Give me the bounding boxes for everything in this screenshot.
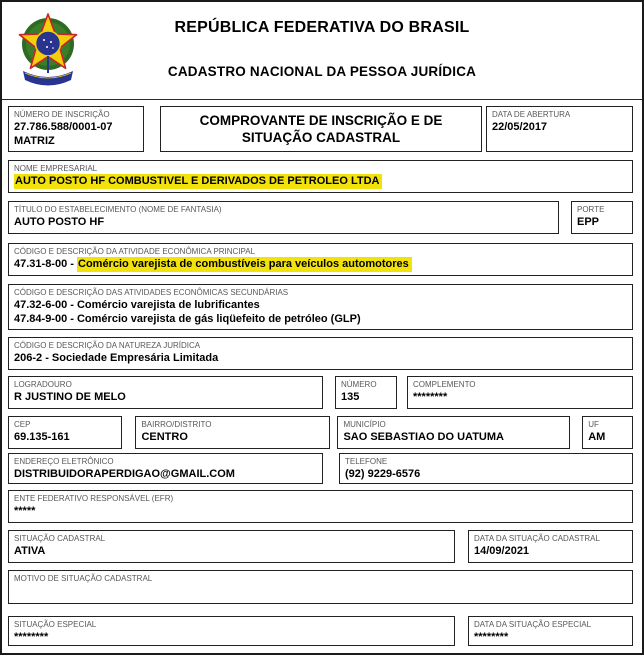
row-atividade-principal [8,243,633,276]
atividade-principal-label: CÓDIGO E DESCRIÇÃO DA ATIVIDADE ECONÔMICA PRINCIPAL [14,247,256,256]
municipio-value: SAO SEBASTIAO DO UATUMA [343,431,504,443]
logradouro-value: R JUSTINO DE MELO [14,391,126,403]
brazil-coat-of-arms-icon [15,11,81,94]
field-data-situacao-especial [468,616,633,646]
natureza-juridica-value: 206-2 - Sociedade Empresária Limitada [14,352,219,364]
endereco-eletronico-value: DISTRIBUIDORAPERDIGAO@GMAIL.COM [14,468,235,480]
row-motivo-situacao [8,570,633,604]
field-atividade-principal [8,243,633,276]
situacao-cadastral-label: SITUAÇÃO CADASTRAL [14,534,106,543]
nome-empresarial-label: NOME EMPRESARIAL [14,164,98,173]
row-cep-municipio [8,416,633,449]
atividade-secundaria-item: 47.84-9-00 - Comércio varejista de gás liqüefeito de petróleo (GLP) [14,313,361,325]
data-situacao-especial-label: DATA DA SITUAÇÃO ESPECIAL [474,620,592,629]
porte-value: EPP [577,216,600,228]
row-inscricao [8,106,633,152]
uf-value: AM [588,431,606,443]
data-situacao-cadastral-value: 14/09/2021 [474,545,530,557]
natureza-juridica-label: CÓDIGO E DESCRIÇÃO DA NATUREZA JURÍDICA [14,341,201,350]
field-situacao-cadastral [8,530,455,563]
document-header [2,2,642,100]
field-atividades-secundarias [8,284,633,330]
field-endereco-eletronico [8,453,323,484]
situacao-especial-value: ******** [14,631,49,643]
atividades-secundarias-label: CÓDIGO E DESCRIÇÃO DAS ATIVIDADES ECONÔMICAS SECUNDÁRIAS [14,288,289,297]
field-telefone [339,453,633,484]
row-endereco [8,376,633,409]
field-natureza-juridica [8,337,633,370]
numero-inscricao-value: 27.786.588/0001-07 [14,121,113,133]
row-situacao-especial [8,616,633,646]
field-bairro [135,416,330,449]
titulo-estabelecimento-label: TÍTULO DO ESTABELECIMENTO (NOME DE FANTASIA) [14,205,222,214]
field-numero [335,376,397,409]
row-efr [8,490,633,523]
uf-label: UF [588,420,599,429]
field-complemento [407,376,633,409]
row-titulo-porte [8,201,633,234]
situacao-especial-label: SITUAÇÃO ESPECIAL [14,620,97,629]
atividade-principal-code: 47.31-8-00 - [14,258,74,270]
row-situacao-cadastral [8,530,633,563]
data-abertura-label: DATA DE ABERTURA [492,110,571,119]
complemento-value: ******** [413,391,448,403]
numero-inscricao-label: NÚMERO DE INSCRIÇÃO [14,110,110,119]
field-efr [8,490,633,523]
data-situacao-cadastral-label: DATA DA SITUAÇÃO CADASTRAL [474,534,600,543]
numero-label: NÚMERO [341,380,377,389]
cep-label: CEP [14,420,31,429]
bairro-label: BAIRRO/DISTRITO [141,420,212,429]
field-municipio [337,416,570,449]
cep-value: 69.135-161 [14,431,70,443]
matriz-indicator: MATRIZ [14,135,55,147]
atividade-principal-description-highlighted: Comércio varejista de combustíveis para veículos automotores [77,257,412,272]
titulo-estabelecimento-value: AUTO POSTO HF [14,216,105,228]
porte-label: PORTE [577,205,605,214]
telefone-value: (92) 9229-6576 [345,468,421,480]
field-nome-empresarial [8,160,633,193]
data-abertura-value: 22/05/2017 [492,121,548,133]
numero-value: 135 [341,391,360,403]
bairro-value: CENTRO [141,431,188,443]
situacao-cadastral-value: ATIVA [14,545,46,557]
cnpj-title: CADASTRO NACIONAL DA PESSOA JURÍDICA [167,64,477,79]
field-situacao-especial [8,616,455,646]
municipio-label: MUNICÍPIO [343,420,386,429]
field-cep [8,416,122,449]
telefone-label: TELEFONE [345,457,388,466]
efr-value: ***** [14,505,36,517]
row-natureza-juridica [8,337,633,370]
field-data-situacao-cadastral [468,530,633,563]
document-title-box: COMPROVANTE DE INSCRIÇÃO E DE SITUAÇÃO CADASTRAL [160,106,482,152]
field-data-abertura [486,106,633,152]
field-uf [582,416,633,449]
field-motivo-situacao [8,570,633,604]
nome-empresarial-value-highlighted: AUTO POSTO HF COMBUSTIVEL E DERIVADOS DE PETROLEO LTDA [14,174,382,189]
field-numero-inscricao [8,106,144,152]
field-logradouro [8,376,323,409]
row-nome-empresarial [8,160,633,193]
endereco-eletronico-label: ENDEREÇO ELETRÔNICO [14,457,114,466]
logradouro-label: LOGRADOURO [14,380,72,389]
row-contato [8,453,633,484]
complemento-label: COMPLEMENTO [413,380,476,389]
row-atividades-secundarias [8,284,633,330]
field-titulo-estabelecimento [8,201,559,234]
republic-title: REPÚBLICA FEDERATIVA DO BRASIL [174,19,470,36]
document-body [2,106,642,646]
motivo-situacao-label: MOTIVO DE SITUAÇÃO CADASTRAL [14,574,153,583]
atividade-secundaria-item: 47.32-6-00 - Comércio varejista de lubrificantes [14,299,260,311]
efr-label: ENTE FEDERATIVO RESPONSÁVEL (EFR) [14,494,174,503]
data-situacao-especial-value: ******** [474,631,509,643]
field-porte [571,201,633,234]
